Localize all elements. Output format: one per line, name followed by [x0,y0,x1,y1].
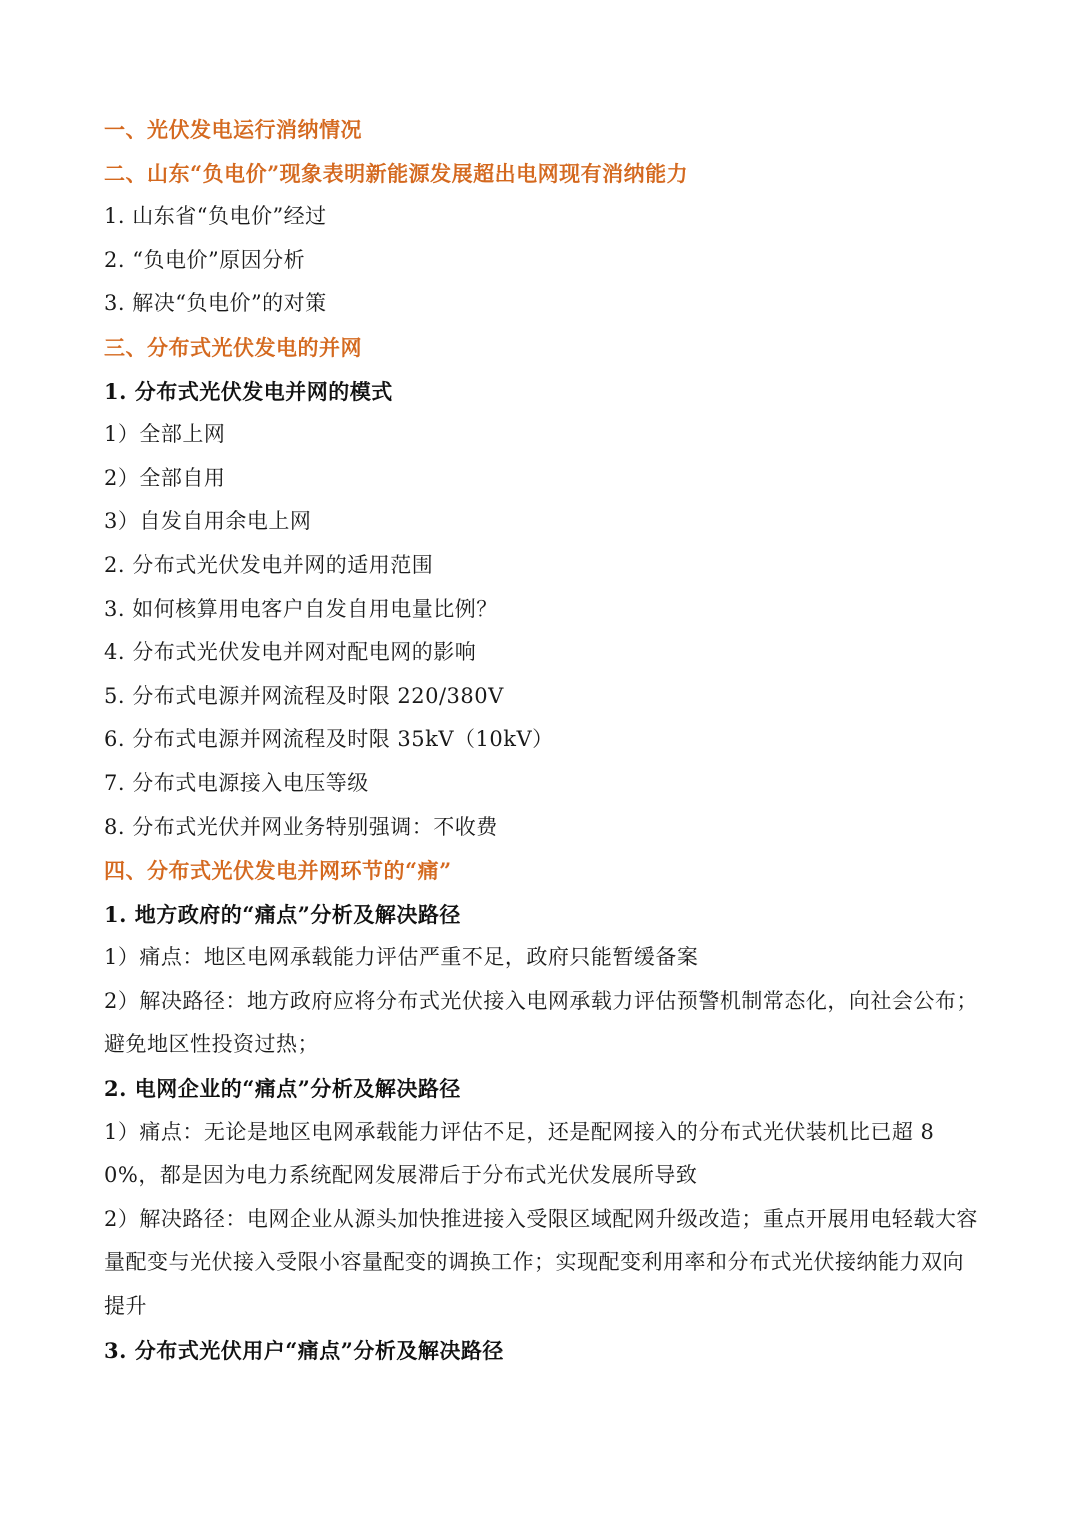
subsection-heading: 1. 地方政府的“痛点”分析及解决路径 [104,901,461,927]
list-item: 3. 解决“负电价”的对策 [104,291,327,316]
list-item: 1）全部上网 [104,422,226,447]
subsection-heading: 2. 电网企业的“痛点”分析及解决路径 [104,1076,461,1102]
subsection-heading: 3. 分布式光伏用户“痛点”分析及解决路径 [104,1337,504,1363]
list-item: 3. 如何核算用电客户自发自用电量比例？ [104,596,498,621]
paragraph: 1）痛点：无论是地区电网承载能力评估不足，还是配网接入的分布式光伏装机比已超 80%，都是因为电力系统配网发展滞后于分布式光伏发展所导致 [104,1119,935,1188]
subsection-heading: 1. 分布式光伏发电并网的模式 [104,378,393,404]
section-heading-3: 三、分布式光伏发电的并网 [104,334,362,360]
section-heading-2: 二、山东“负电价”现象表明新能源发展超出电网现有消纳能力 [104,160,689,186]
list-item: 2. “负电价”原因分析 [104,247,306,272]
section-heading-1: 一、光伏发电运行消纳情况 [104,117,362,142]
list-item: 8. 分布式光伏并网业务特别强调：不收费 [104,814,498,839]
paragraph: 2）解决路径：地方政府应将分布式光伏接入电网承载力评估预警机制常态化，向社会公布；避免地区性投资过热； [104,988,978,1057]
list-item: 2）全部自用 [104,465,226,490]
list-item: 3）自发自用余电上网 [104,509,312,534]
paragraph: 2）解决路径：电网企业从源头加快推进接入受限区域配网升级改造；重点开展用电轻载大容量配变与光伏接入受限小容量配变的调换工作；实现配变利用率和分布式光伏接纳能力双向提升 [104,1206,978,1319]
list-item: 1. 山东省“负电价”经过 [104,204,327,229]
list-item: 2. 分布式光伏发电并网的适用范围 [104,552,434,577]
list-item: 4. 分布式光伏发电并网对配电网的影响 [104,640,477,665]
list-item: 6. 分布式电源并网流程及时限 35kV（10kV） [104,727,554,752]
list-item: 7. 分布式电源接入电压等级 [104,770,369,795]
section-heading-4: 四、分布式光伏发电并网环节的“痛” [104,858,452,884]
list-item: 5. 分布式电源并网流程及时限 220/380V [104,683,504,708]
list-item: 1）痛点：地区电网承载能力评估严重不足，政府只能暂缓备案 [104,945,699,970]
document-page [104,108,984,1372]
